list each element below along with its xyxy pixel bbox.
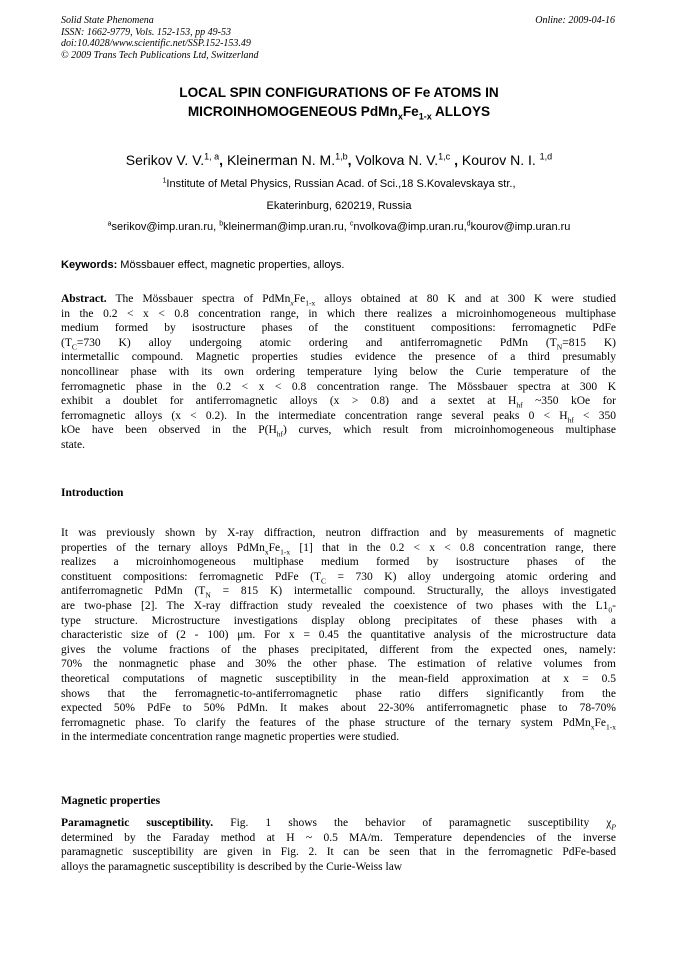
- author-kleinerman: Kleinerman N. M.: [226, 152, 336, 168]
- author-emails: $^a$serikov@imp.uran.ru, $^b$kleinerman@imp.uran.ru, $^c$nvolkova@imp.uran.ru,$^d$kourov@imp.uran.ru: [107, 220, 571, 233]
- email-volkova[interactable]: nvolkova@imp.uran.ru,: [353, 221, 467, 233]
- journal-doi: doi:10.4028/www.scientific.net/SSP.152-153.49: [61, 38, 251, 49]
- journal-header: [61, 15, 259, 61]
- section-heading-magnetic-properties: Magnetic properties: [61, 795, 161, 807]
- email-serikov[interactable]: serikov@imp.uran.ru,: [111, 221, 220, 233]
- title-line-2: MICROINHOMOGENEOUS $PdMn_xFe_{1-x}$ ALLOYS: [187, 104, 491, 122]
- journal-name: Solid State Phenomena: [61, 15, 154, 26]
- author-serikov: Serikov V. V.: [125, 152, 205, 168]
- introduction-text: It was previously shown by X-ray diffraction, neutron diffraction and by measurements of magnetic properties of the ternary alloys $PdMn_xFe_{1-x}$ [1] that in the 0.2 < x < 0.8 concentration range, there realizes a microinhomogeneous multiphase medium formed by isostructure phases of the constituent compositions: ferromagnetic PdFe ($T_C = 730$ K) alloy undergoing atomic ordering and antiferromagnetic PdMn ($T_N = 815$ K) intermetallic compound. Structurally, the alloys investigated are two-phase [2]. The X-ray diffraction study revealed the coexistence of two phases with the $L1_0-$ type structure. Microstructure investigations display oblong precipitates of these phases with a characteristic size of (2 - 100) μm. For x = 0.45 the quantitative analysis of the microstructure data gives the volume fractions of the phases precipitated, different from the expected ones, namely: 70% the nonmagnetic phase and 30% the other phase. The estimation of relative volumes from theoretical computations of magnetic susceptibility in the mean-field approximation at x = 0.5 shows that the ferromagnetic-to-antiferromagnetic phase ratio differs significantly from the expected 50% PdFe to 50% PdMn. It makes about 22-30% antiferromagnetic phase to 78-70% ferromagnetic phase. To clarify the features of the phase structure of the ternary system $PdMn_xFe_{1-x}$ in the intermediate concentration range magnetic properties were studied.: [61, 527, 616, 744]
- author-kourov: Kourov N. I.: [461, 152, 536, 168]
- title-line-1: LOCAL SPIN CONFIGURATIONS OF Fe ATOMS IN: [179, 85, 499, 100]
- abstract: Abstract. The Mössbauer spectra of $PdMn_xFe_{1-x}$ alloys obtained at 80 K and at 300 K were studied in the 0.2 < x < 0.8 concentration range, in which there realizes a microinhomogeneous multiphase medium formed by isostructure phases of the constituent compositions: ferromagnetic PdFe ($T_C=730$ K) alloy undergoing atomic ordering and antiferromagnetic PdMn ($T_N=815$ K) intermetallic compound. Magnetic properties studies evidence the presence of a third presumably noncollinear phase with its own ordering temperature lying below the Curie temperature of the ferromagnetic phase in the 0.2 < x < 0.8 concentration range. The Mössbauer spectra at 300 K exhibit a doublet for antiferromagnetic alloys (x > 0.8) and a sextet at $H_{hf}$ ~350 kOe for ferromagnetic alloys (x < 0.2). In the intermediate concentration range several peaks $0 < H_{hf} < 350$ kOe have been observed in the $P(H_{hf})$ curves, which result from microinhomogeneous multiphase state.: [61, 293, 617, 451]
- email-kleinerman[interactable]: kleinerman@imp.uran.ru,: [223, 221, 350, 233]
- magnetic-properties-text: Paramagnetic susceptibility. Fig. 1 shows the behavior of paramagnetic susceptibility $\chi_P$ determined by the Faraday method at H ~ 0.5 MA/m. Temperature dependencies of the inverse paramagnetic susceptibility are given in Fig. 2. It can be seen that in the ferromagnetic PdFe-based alloys the paramagnetic susceptibility is described by the Curie-Weiss law: [61, 817, 616, 873]
- journal-issn: ISSN: 1662-9779, Vols. 152-153, pp 49-53: [61, 26, 231, 38]
- author-volkova: Volkova N. V.: [355, 152, 439, 168]
- keywords: Keywords: Mössbauer effect, magnetic properties, alloys.: [61, 259, 345, 271]
- author-list: Serikov V. V.$^{1, a}$, Kleinerman N. M.$^{1,b}$, Volkova N. V.$^{1,c}$ , Kourov N. I. $^{1,d}$: [125, 151, 553, 168]
- paper-title: [60, 83, 618, 121]
- email-kourov[interactable]: kourov@imp.uran.ru: [470, 221, 571, 233]
- journal-copyright: © 2009 Trans Tech Publications Ltd, Switzerland: [61, 49, 259, 61]
- section-heading-introduction: Introduction: [61, 487, 124, 499]
- affiliation-line-1: $^1$Institute of Metal Physics, Russian Acad. of Sci.,18 S.Kovalevskaya str.,: [162, 177, 516, 190]
- online-date: Online: 2009-04-16: [535, 15, 615, 26]
- affiliation-line-2: Ekaterinburg, 620219, Russia: [266, 200, 412, 212]
